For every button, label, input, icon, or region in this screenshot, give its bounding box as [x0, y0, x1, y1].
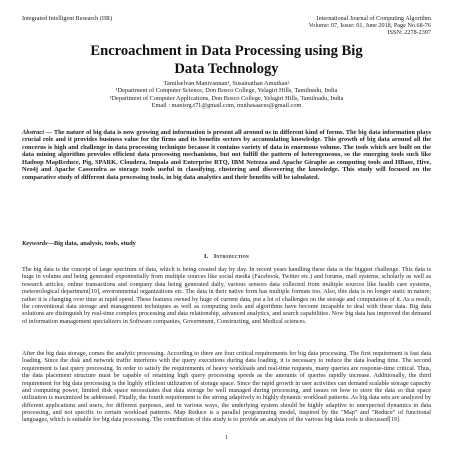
abstract — [22, 129, 431, 181]
title-line-1: Encroachment in Data Processing using Big — [90, 43, 363, 59]
journal-name-left: Integrated Intelligent Research (IIR) — [22, 15, 113, 22]
journal-name-right: International Journal of Computing Algorithm — [316, 15, 431, 22]
author-email: Email : manisrg.t71@gmail.com, muthasaaces@gmail.com — [151, 101, 302, 109]
keywords-text: —Big data, analysis, tools, study — [47, 240, 136, 247]
journal-info-right — [309, 15, 431, 37]
affiliation-1: ¹Department of Computer Science, Don Bosco College, Yelagiri Hills, Tamilnadu, India — [115, 87, 338, 95]
author-names: Tamilselvan Manivannan¹, Susainathan Amuthan² — [163, 80, 290, 87]
abstract-text: The nature of big data is now growing and information is present all around us in different kind of forms. The big data information plays crucial role and it provides business value for the firms and its benefits sectors by accumulating knowledge. This growth of big data around all the concerns is high and challenge in data processing technique because it contains variety of data in enormous volume. The tools which are built on the data mining algorithm provides efficient data processing mechanisms, but not fulfill the pattern of heterogeneous, so the emerging tools such like Hadoop MapReduce, Pig, SPARK, Cloudera, Impala and Enterprise RTQ, IBM Netezza and Apache Giraphe as computing tools and HBase, Hive, Neo4j and Apache Cassendra as storage tools useful in classifying, clustering and discovering the knowledge. This study will focused on the comparative study of different data processing tools, in big data analytics and their benefits will be tabulated. — [22, 129, 431, 181]
body-paragraph-1: The big data is the concept of large spectrum of data, which is being created day by day. In recent years handling these data is the biggest challenge. This data is huge in volume and being generated exponentially from multiple sources like social media (Facebook, Twitter etc.) and forums, mail systems, scholarly as well as research articles, online transactions and company data being generated daily, various sensors data collected from multiple sources like health care systems, meteorological department[19], environmental organizations etc. The data in their native form has multiple formats too. Also, this data is no longer static in nature; rather it is changing over time at rapid speed. These features owned by huge of current data, put a lot of challenges on the storage and computation of it. As a result, the conventional data storage and management techniques as well as computing tools and algorithms have become incapable to deal with these data. Big data solutions are distinguish by real-time complex processing and data relationship, advanced analytics, and search capabilities. Now big data has improved the demand of information management specializers in Software companies, Government, Constructing, and Medical sciences. — [22, 266, 431, 325]
keywords — [22, 240, 431, 247]
abstract-label: Abstract — — [22, 129, 53, 136]
body-paragraph-2: After the big data storage, comes the analytic processing. According to there are four critical requirements for big data processing. The first requirement is fast data loading. Since the disk and network traffic interferes with the query executions during data loading, it is necessary to reduce the data loading time. The second requirement is fast query processing. In order to satisfy the requirements of heavy workloads and real-time requests, many queries are response-time critical. Thus, the data placement structure must be capable of retaining high query processing speeds as the amounts of queries rapidly increase. Additionally, the third requirement for big data processing is the highly efficient utilization of storage space. Since the rapid growth in user activities can demand scalable storage capacity and computing power, limited disk space necessitates that data storage be well managed during processing, and issues on how to store the data so that space utilization is maximized be addressed. Finally, the fourth requirement is the strong adaptively to highly dynamic workload patterns. As big data sets are analyzed by different applications and users, for different purposes, and in various ways, the underlying system should be highly adaptive to unexpected dynamics in data processing, and not specific to certain workload patterns. Map Reduce is a parallel programming model, inspired by the "Map" and "Reduce" of functional languages, which is suitable for big data processing. The contribution of this study is to provide an analysis of the various big data tools is discussed[19]. — [22, 350, 431, 424]
running-header — [22, 15, 431, 45]
volume-info: Volume: 07, Issue: 01, June 2018, Page No.68-76 — [308, 22, 431, 30]
author-block — [22, 80, 431, 109]
page-number: 1 — [225, 435, 228, 441]
section-heading-introduction — [22, 253, 431, 260]
section-number: I. — [203, 253, 209, 260]
section-title: Introduction — [213, 253, 250, 260]
keywords-label: Keywords — [22, 240, 48, 247]
title-line-2: Data Technology — [174, 61, 279, 77]
affiliation-2: ²Department of Computer Applications, Don Bosco College, Yelagiri Hills, Tamilnadu, India — [109, 94, 344, 102]
issn: ISSN: 2278-2397 — [387, 29, 431, 37]
paper-title — [22, 42, 431, 78]
